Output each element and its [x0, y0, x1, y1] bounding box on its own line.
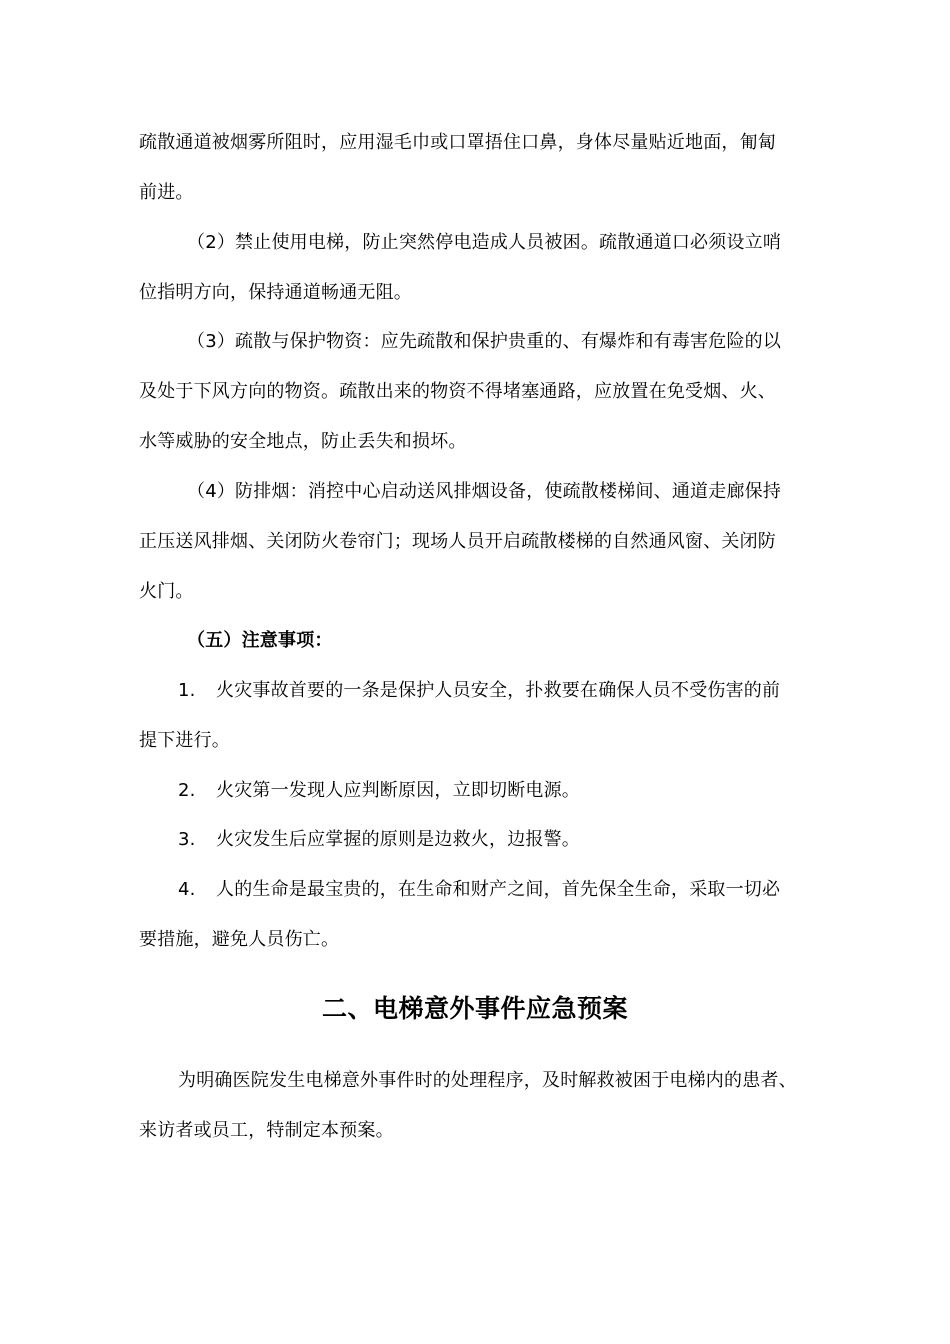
paragraph-line: 疏散通道被烟雾所阻时，应用湿毛巾或口罩捂住口鼻，身体尽量贴近地面，匍匐: [139, 132, 776, 153]
notes-heading: （五）注意事项：: [187, 630, 333, 651]
item-number: 4.: [178, 879, 196, 900]
item-number: 1.: [178, 680, 196, 701]
paragraph-line: 及处于下风方向的物资。疏散出来的物资不得堵塞通路，应放置在免受烟、火、: [139, 381, 776, 402]
numbered-item: [178, 779, 580, 803]
paragraph-line: 正压送风排烟、关闭防火卷帘门；现场人员开启疏散楼梯的自然通风窗、关闭防: [139, 531, 776, 552]
paragraph-line: 水等威胁的安全地点，防止丢失和损坏。: [139, 431, 467, 452]
item-text: 火灾第一发现人应判断原因，立即切断电源。: [216, 780, 580, 801]
item-number: 3.: [178, 829, 196, 850]
paragraph-line: 来访者或员工，特制定本预案。: [139, 1120, 394, 1141]
paragraph-line: 为明确医院发生电梯意外事件时的处理程序，及时解救被困于电梯内的患者、: [178, 1070, 797, 1091]
numbered-item: [178, 828, 580, 852]
item-number: 2.: [178, 780, 196, 801]
paragraph-line: 位指明方向，保持通道畅通无阻。: [139, 282, 412, 303]
item-text: 火灾发生后应掌握的原则是边救火，边报警。: [216, 829, 580, 850]
paragraph-line: 前进。: [139, 182, 194, 203]
section-title: 二、电梯意外事件应急预案: [321, 994, 628, 1023]
item-text: 人的生命是最宝贵的，在生命和财产之间，首先保全生命，采取一切必: [216, 879, 781, 900]
paragraph-line: （2）禁止使用电梯，防止突然停电造成人员被困。疏散通道口必须设立哨: [187, 232, 782, 253]
paragraph-line: 火门。: [139, 581, 194, 602]
paragraph-line: 提下进行。: [139, 730, 230, 751]
paragraph-line: （3）疏散与保护物资：应先疏散和保护贵重的、有爆炸和有毒害危险的以: [187, 331, 782, 352]
numbered-item: [178, 679, 780, 703]
item-text: 火灾事故首要的一条是保护人员安全，扑救要在确保人员不受伤害的前: [216, 680, 781, 701]
paragraph-line: 要措施，避免人员伤亡。: [139, 929, 340, 950]
paragraph-line: （4）防排烟：消控中心启动送风排烟设备，使疏散楼梯间、通道走廊保持: [187, 481, 782, 502]
numbered-item: [178, 878, 780, 902]
